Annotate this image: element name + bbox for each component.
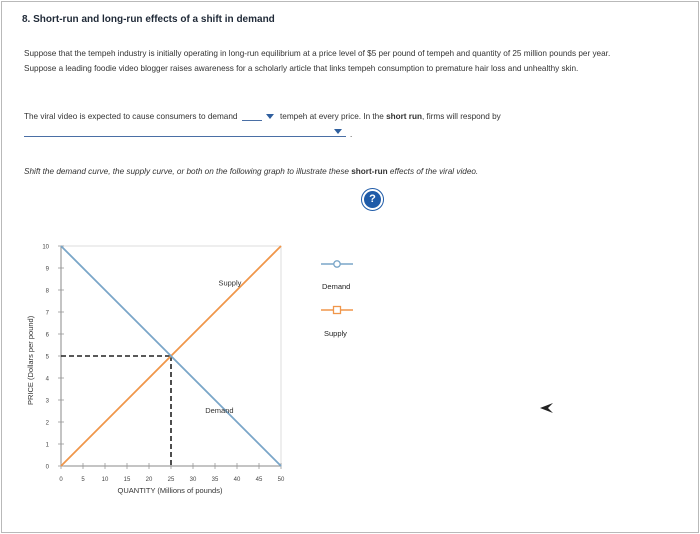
question-paragraph: Suppose that the tempeh industry is initially operating in long-run equilibrium at a price level of $5 per pound of tempeh and quantity of 25 million pounds per year. Suppose a leading foodie video blogger raises awareness for a scholarly article that links tempeh consumption to premature hair loss and unhealthy skin. bbox=[24, 49, 611, 73]
dropdown-arrow-icon[interactable] bbox=[334, 129, 342, 134]
demand-curve-label: Demand bbox=[205, 406, 234, 416]
prompt-end: , firms will respond by bbox=[422, 112, 501, 121]
demand-change-dropdown[interactable] bbox=[242, 110, 262, 121]
x-tick-label: 5 bbox=[81, 477, 85, 483]
x-tick-label: 35 bbox=[211, 477, 219, 483]
y-tick-label: 4 bbox=[45, 376, 49, 383]
y-tick-label: 2 bbox=[45, 420, 49, 427]
graph-curves[interactable] bbox=[61, 246, 281, 466]
instruction-bold: short-run bbox=[351, 167, 388, 176]
prompt-line bbox=[24, 110, 501, 121]
y-tick-label: 7 bbox=[45, 310, 49, 317]
y-tick-label: 5 bbox=[45, 354, 49, 361]
instruction-end: effects of the viral video. bbox=[389, 167, 479, 176]
dropdown-arrow-icon[interactable] bbox=[266, 114, 274, 119]
supply-curve-label: Supply bbox=[218, 278, 242, 288]
prompt-bold: short run bbox=[386, 112, 422, 121]
mouse-cursor-icon bbox=[540, 403, 554, 413]
x-tick-label: 10 bbox=[101, 477, 109, 483]
x-tick-label: 45 bbox=[255, 477, 263, 483]
x-tick-label: 50 bbox=[277, 477, 285, 483]
legend-demand-label: Demand bbox=[322, 282, 351, 291]
y-tick-label: 10 bbox=[42, 244, 49, 251]
help-icon[interactable]: ? bbox=[364, 191, 381, 208]
legend-demand-marker[interactable] bbox=[334, 261, 340, 267]
question-title: 8. Short-run and long-run effects of a shift in demand bbox=[22, 14, 275, 25]
instruction-start: Shift the demand curve, the supply curve, or both on the following graph to illustrate these bbox=[24, 167, 349, 176]
y-tick-label: 8 bbox=[45, 288, 49, 295]
y-tick-label: 6 bbox=[45, 332, 49, 339]
x-tick-label: 25 bbox=[167, 477, 175, 483]
firm-response-dropdown[interactable] bbox=[24, 128, 346, 137]
y-tick-label: 0 bbox=[45, 464, 49, 471]
legend-supply-label: Supply bbox=[324, 329, 347, 338]
prompt-start: The viral video is expected to cause consumers to demand bbox=[24, 112, 238, 121]
x-tick-label: 0 bbox=[59, 477, 63, 483]
legend-supply-marker[interactable] bbox=[334, 307, 341, 314]
x-tick-label: 20 bbox=[145, 477, 153, 483]
graph-instruction bbox=[24, 167, 478, 176]
prompt-mid: tempeh at every price. In the bbox=[280, 112, 384, 121]
y-tick-label: 3 bbox=[45, 398, 49, 405]
x-tick-label: 15 bbox=[123, 477, 131, 483]
y-tick-label: 1 bbox=[45, 442, 49, 449]
y-tick-label: 9 bbox=[45, 266, 49, 273]
x-tick-label: 30 bbox=[189, 477, 197, 483]
x-tick-label: 40 bbox=[233, 477, 241, 483]
x-axis-label: QUANTITY (Millions of pounds) bbox=[117, 486, 223, 495]
prompt-dot: . bbox=[350, 130, 353, 139]
y-axis-label: PRICE (Dollars per pound) bbox=[26, 315, 35, 405]
